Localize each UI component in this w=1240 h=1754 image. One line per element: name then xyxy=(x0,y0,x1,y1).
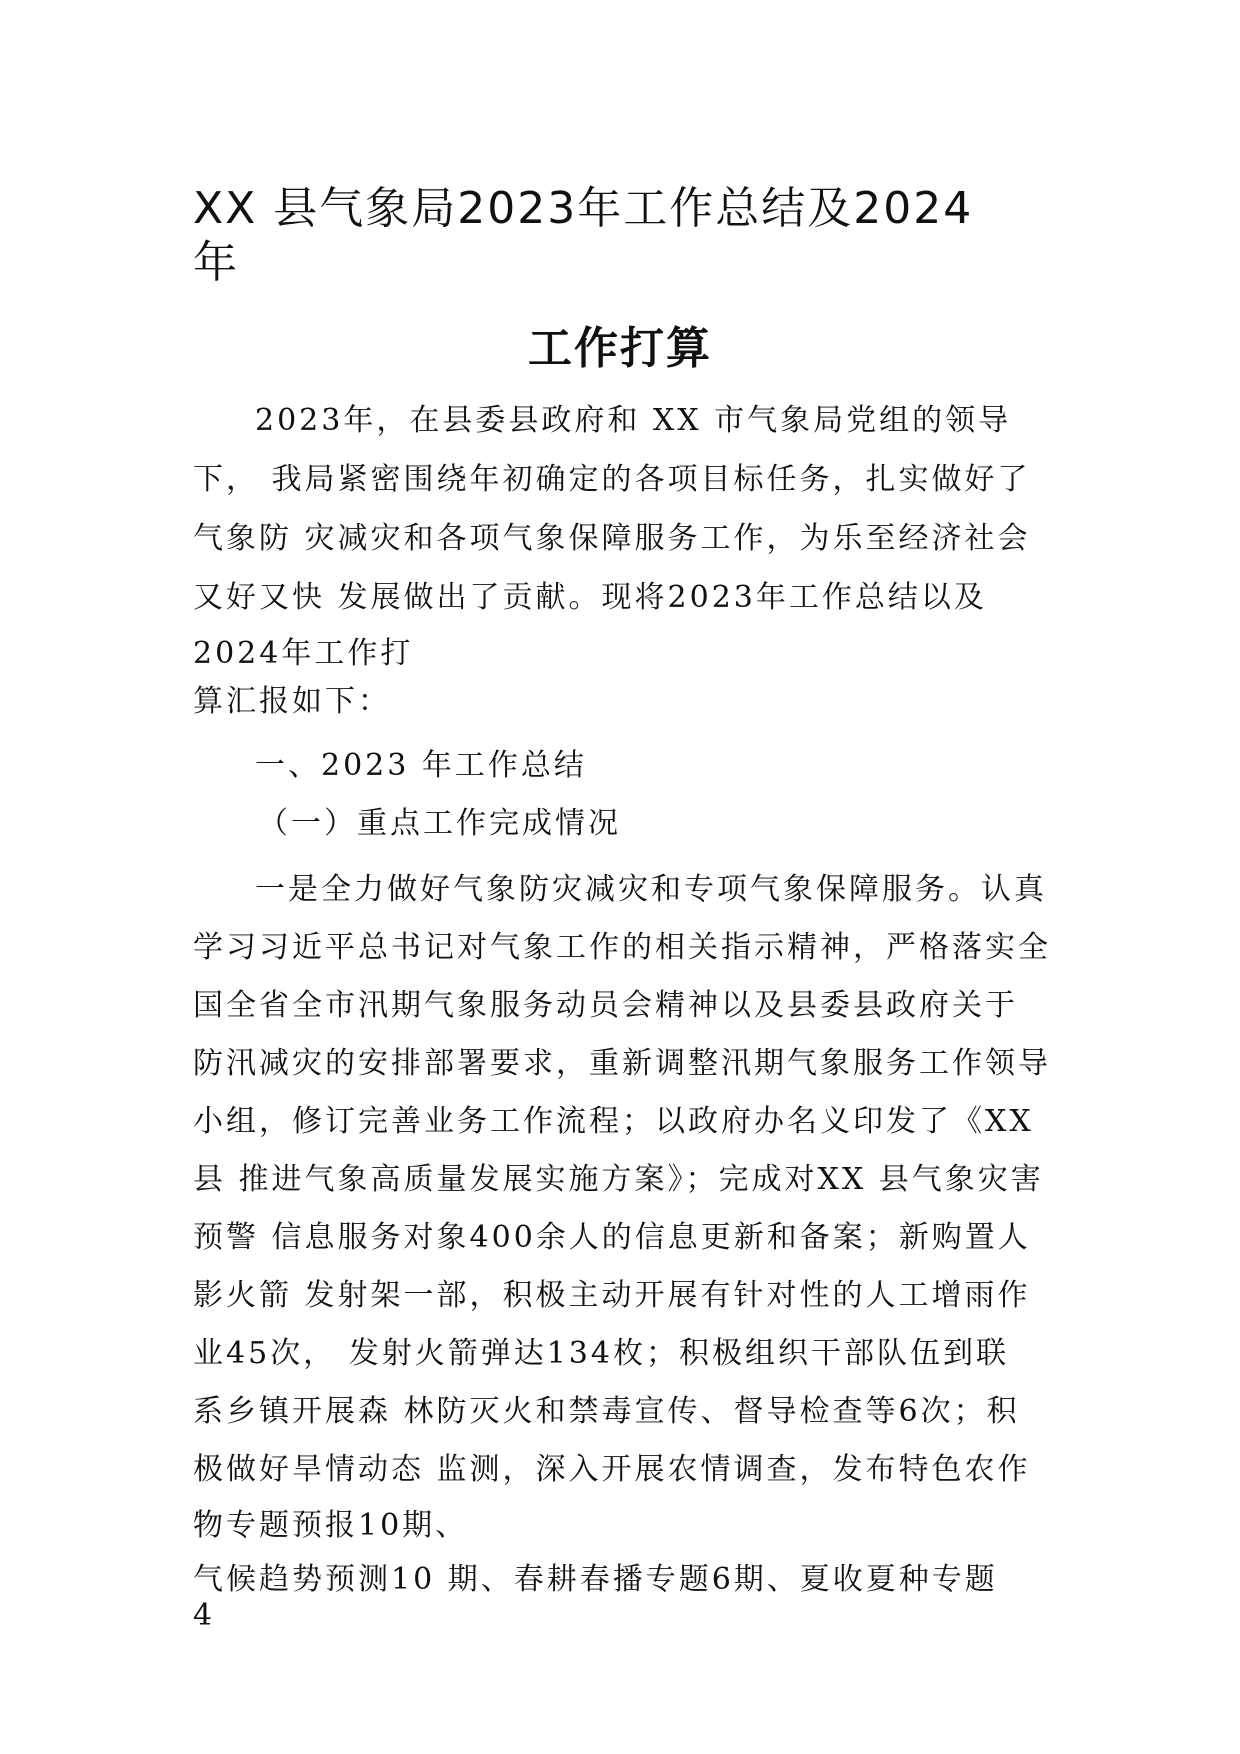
body-line-12: 物专题预报10期、 xyxy=(193,1508,469,1543)
body-line-11: 极做好旱情动态 监测，深入开展农情调查，发布特色农作 xyxy=(193,1452,1031,1487)
body-line-5: 小组，修订完善业务工作流程；以政府办名义印发了《XX xyxy=(193,1104,1034,1139)
body-line-14: 4 xyxy=(193,1598,216,1633)
body-line-3: 国全省全市汛期气象服务动员会精神以及县委县政府关于 xyxy=(193,988,1018,1023)
intro-line-4: 又好又快 发展做出了贡献。现将2023年工作总结以及 xyxy=(193,580,987,615)
intro-line-1: 2023年，在县委县政府和 XX 市气象局党组的领导 xyxy=(255,403,1012,438)
body-line-8: 影火箭 发射架一部，积极主动开展有针对性的人工增雨作 xyxy=(193,1278,1031,1313)
document-title-line-3: 工作打算 xyxy=(528,323,712,374)
body-line-4: 防汛减灾的安排部署要求，重新调整汛期气象服务工作领导 xyxy=(193,1046,1051,1081)
intro-line-5: 2024年工作打 xyxy=(193,636,414,671)
body-line-2: 学习习近平总书记对气象工作的相关指示精神，严格落实全 xyxy=(193,930,1051,965)
body-line-13: 气候趋势预测10 期、春耕春播专题6期、夏收夏种专题 xyxy=(193,1562,998,1597)
intro-line-2: 下， 我局紧密围绕年初确定的各项目标任务，扎实做好了 xyxy=(193,462,1031,497)
section-heading: 一、2023 年工作总结 xyxy=(255,748,587,783)
intro-line-3: 气象防 灾减灾和各项气象保障服务工作，为乐至经济社会 xyxy=(193,521,1031,556)
body-line-6: 县 推进气象高质量发展实施方案》；完成对XX 县气象灾害 xyxy=(193,1162,1044,1197)
intro-line-6: 算汇报如下： xyxy=(193,684,391,719)
document-title-line-1: XX 县气象局2023年工作总结及2024 xyxy=(193,183,974,234)
document-title-line-2: 年 xyxy=(193,237,239,288)
body-line-1: 一是全力做好气象防灾减灾和专项气象保障服务。认真 xyxy=(255,872,1047,907)
subsection-heading: （一）重点工作完成情况 xyxy=(258,806,621,841)
body-line-7: 预警 信息服务对象400余人的信息更新和备案；新购置人 xyxy=(193,1220,1031,1255)
body-line-10: 系乡镇开展森 林防灭火和禁毒宣传、督导检查等6次；积 xyxy=(193,1394,1020,1429)
body-line-9: 业45次， 发射火箭弹达134枚；积极组织干部队伍到联 xyxy=(193,1336,1009,1371)
